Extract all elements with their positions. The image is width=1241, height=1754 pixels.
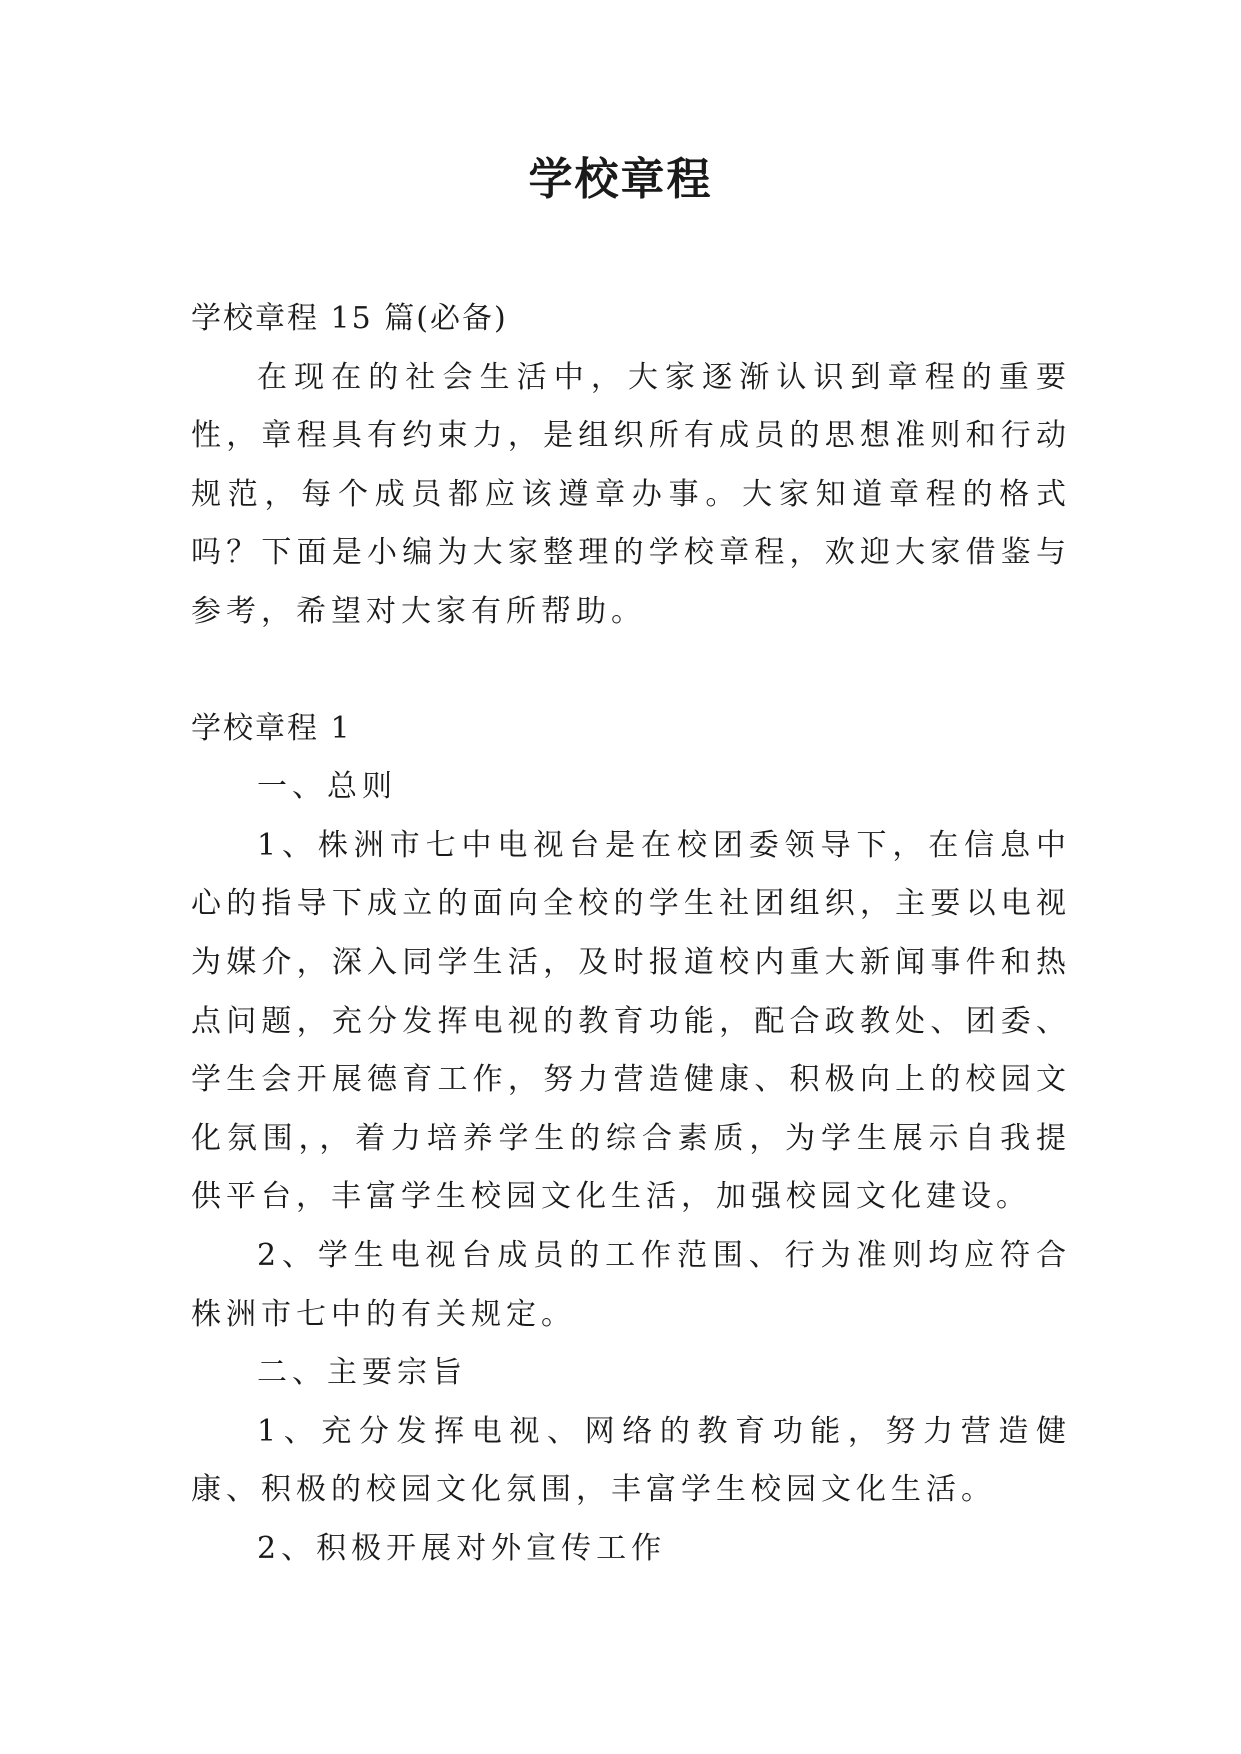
document-subtitle: 学校章程 15 篇(必备) xyxy=(191,301,508,336)
general-clause-2: 2、学生电视台成员的工作范围、行为准则均应符合株洲市七中的有关规定。 xyxy=(191,1237,1071,1332)
purpose-clause-1: 1、充分发挥电视、网络的教育功能，努力营造健康、积极的校园文化氛围，丰富学生校园文化生活。 xyxy=(191,1413,1071,1508)
section-title: 学校章程 1 xyxy=(191,710,352,746)
general-clause-1: 1、株洲市七中电视台是在校团委领导下，在信息中心的指导下成立的面向全校的学生社团组织，主要以电视为媒介，深入同学生活，及时报道校内重大新闻事件和热点问题，充分发挥电视的教育功能，配合政教处、团委、学生会开展德育工作，努力营造健康、积极向上的校园文化氛围，，着力培养学生的综合素质，为学生展示自我提供平台，丰富学生校园文化生活，加强校园文化建设。 xyxy=(191,827,1071,1215)
document-title: 学校章程 xyxy=(528,154,713,205)
section-heading-purpose: 二、主要宗旨 xyxy=(257,1355,467,1391)
intro-paragraph: 在现在的社会生活中，大家逐渐认识到章程的重要性，章程具有约束力，是组织所有成员的思想准则和行动规范，每个成员都应该遵章办事。大家知道章程的格式吗？下面是小编为大家整理的学校章程，欢迎大家借鉴与参考，希望对大家有所帮助。 xyxy=(191,359,1071,629)
purpose-clause-2: 2、积极开展对外宣传工作 xyxy=(257,1530,667,1566)
paragraph-spacer xyxy=(191,642,1071,700)
section-heading-general: 一、总则 xyxy=(257,769,397,805)
document-body xyxy=(191,290,1071,1578)
